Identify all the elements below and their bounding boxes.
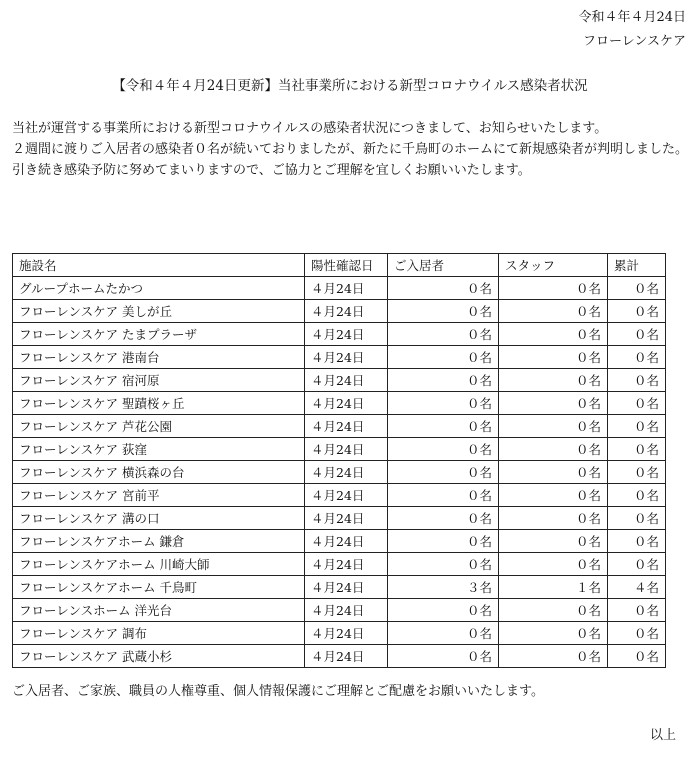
- staff-count: ０名: [499, 461, 608, 484]
- staff-count: ０名: [499, 277, 608, 300]
- table-row: [13, 507, 666, 530]
- header-facility: 施設名: [13, 254, 305, 277]
- facility-name: フローレンスケア 横浜森の台: [13, 461, 305, 484]
- positive-date: ４月24日: [305, 507, 388, 530]
- facility-name: フローレンスケア 荻窪: [13, 438, 305, 461]
- staff-count: ０名: [499, 369, 608, 392]
- positive-date: ４月24日: [305, 645, 388, 668]
- total-count: ４名: [608, 576, 666, 599]
- total-count: ０名: [608, 622, 666, 645]
- resident-count: ０名: [388, 645, 499, 668]
- table-row: [13, 553, 666, 576]
- table-row: [13, 484, 666, 507]
- total-count: ０名: [608, 392, 666, 415]
- total-count: ０名: [608, 277, 666, 300]
- resident-count: ０名: [388, 415, 499, 438]
- positive-date: ４月24日: [305, 392, 388, 415]
- table-row: [13, 438, 666, 461]
- total-count: ０名: [608, 461, 666, 484]
- positive-date: ４月24日: [305, 415, 388, 438]
- table-row: [13, 599, 666, 622]
- table-header-row: [13, 254, 666, 277]
- staff-count: ０名: [499, 300, 608, 323]
- facility-name: フローレンスケア 調布: [13, 622, 305, 645]
- staff-count: ０名: [499, 599, 608, 622]
- total-count: ０名: [608, 645, 666, 668]
- total-count: ０名: [608, 484, 666, 507]
- resident-count: ０名: [388, 484, 499, 507]
- staff-count: ０名: [499, 415, 608, 438]
- positive-date: ４月24日: [305, 323, 388, 346]
- resident-count: ０名: [388, 369, 499, 392]
- facility-name: フローレンスケア 聖蹟桜ヶ丘: [13, 392, 305, 415]
- table-body: [13, 277, 666, 668]
- closing-note: ご入居者、ご家族、職員の人権尊重、個人情報保護にご理解とご配慮をお願いいたします。: [12, 684, 544, 699]
- header-positive-date: 陽性確認日: [305, 254, 388, 277]
- staff-count: １名: [499, 576, 608, 599]
- facility-name: フローレンスケア 宮前平: [13, 484, 305, 507]
- positive-date: ４月24日: [305, 300, 388, 323]
- resident-count: ０名: [388, 392, 499, 415]
- total-count: ０名: [608, 300, 666, 323]
- table-row: [13, 369, 666, 392]
- table-row: [13, 300, 666, 323]
- end-mark: 以上: [649, 728, 676, 743]
- resident-count: ０名: [388, 599, 499, 622]
- positive-date: ４月24日: [305, 438, 388, 461]
- resident-count: ０名: [388, 323, 499, 346]
- total-count: ０名: [608, 530, 666, 553]
- staff-count: ０名: [499, 392, 608, 415]
- facility-name: フローレンスケア 宿河原: [13, 369, 305, 392]
- staff-count: ０名: [499, 323, 608, 346]
- table-row: [13, 622, 666, 645]
- table-row: [13, 392, 666, 415]
- document-title: 【令和４年４月24日更新】当社事業所における新型コロナウイルス感染者状況: [112, 78, 588, 94]
- resident-count: ０名: [388, 622, 499, 645]
- resident-count: ０名: [388, 346, 499, 369]
- positive-date: ４月24日: [305, 369, 388, 392]
- notice-paragraph: 当社が運営する事業所における新型コロナウイルスの感染者状況につきまして、お知らせいたします。: [12, 121, 608, 136]
- staff-count: ０名: [499, 507, 608, 530]
- resident-count: ０名: [388, 553, 499, 576]
- total-count: ０名: [608, 346, 666, 369]
- staff-count: ０名: [499, 553, 608, 576]
- positive-date: ４月24日: [305, 622, 388, 645]
- total-count: ０名: [608, 438, 666, 461]
- facility-name: フローレンスケア 芦花公園: [13, 415, 305, 438]
- facility-name: フローレンスケア 美しが丘: [13, 300, 305, 323]
- staff-count: ０名: [499, 622, 608, 645]
- resident-count: ０名: [388, 300, 499, 323]
- table-row: [13, 415, 666, 438]
- positive-date: ４月24日: [305, 599, 388, 622]
- staff-count: ０名: [499, 645, 608, 668]
- resident-count: ３名: [388, 576, 499, 599]
- notice-body: [12, 118, 690, 181]
- facility-name: フローレンスケアホーム 千鳥町: [13, 576, 305, 599]
- total-count: ０名: [608, 553, 666, 576]
- table-row: [13, 645, 666, 668]
- document-date: 令和４年４月24日: [578, 10, 686, 25]
- facility-name: フローレンスケア 武蔵小杉: [13, 645, 305, 668]
- resident-count: ０名: [388, 438, 499, 461]
- positive-date: ４月24日: [305, 277, 388, 300]
- resident-count: ０名: [388, 277, 499, 300]
- facility-name: フローレンスケア たまプラーザ: [13, 323, 305, 346]
- staff-count: ０名: [499, 530, 608, 553]
- resident-count: ０名: [388, 507, 499, 530]
- facility-name: フローレンスホーム 洋光台: [13, 599, 305, 622]
- resident-count: ０名: [388, 461, 499, 484]
- total-count: ０名: [608, 507, 666, 530]
- total-count: ０名: [608, 369, 666, 392]
- header-staff: スタッフ: [499, 254, 608, 277]
- positive-date: ４月24日: [305, 461, 388, 484]
- table-row: [13, 323, 666, 346]
- positive-date: ４月24日: [305, 553, 388, 576]
- facility-name: フローレンスケアホーム 川崎大師: [13, 553, 305, 576]
- table-row: [13, 277, 666, 300]
- facility-name: フローレンスケア 溝の口: [13, 507, 305, 530]
- staff-count: ０名: [499, 484, 608, 507]
- table-row: [13, 346, 666, 369]
- facility-name: フローレンスケア 港南台: [13, 346, 305, 369]
- header-total: 累計: [608, 254, 666, 277]
- notice-paragraph: ２週間に渡りご入居者の感染者０名が続いておりましたが、新たに千鳥町のホームにて新規感染者が判明しました。: [12, 142, 689, 157]
- total-count: ０名: [608, 323, 666, 346]
- facility-name: グループホームたかつ: [13, 277, 305, 300]
- staff-count: ０名: [499, 438, 608, 461]
- positive-date: ４月24日: [305, 530, 388, 553]
- table-row: [13, 576, 666, 599]
- facility-name: フローレンスケアホーム 鎌倉: [13, 530, 305, 553]
- infection-status-table: [12, 253, 666, 668]
- positive-date: ４月24日: [305, 346, 388, 369]
- table-row: [13, 530, 666, 553]
- positive-date: ４月24日: [305, 576, 388, 599]
- total-count: ０名: [608, 599, 666, 622]
- table-row: [13, 461, 666, 484]
- header-residents: ご入居者: [388, 254, 499, 277]
- notice-paragraph: 引き続き感染予防に努めてまいりますので、ご協力とご理解を宜しくお願いいたします。: [12, 163, 531, 178]
- company-name: フローレンスケア: [582, 34, 686, 49]
- positive-date: ４月24日: [305, 484, 388, 507]
- resident-count: ０名: [388, 530, 499, 553]
- total-count: ０名: [608, 415, 666, 438]
- staff-count: ０名: [499, 346, 608, 369]
